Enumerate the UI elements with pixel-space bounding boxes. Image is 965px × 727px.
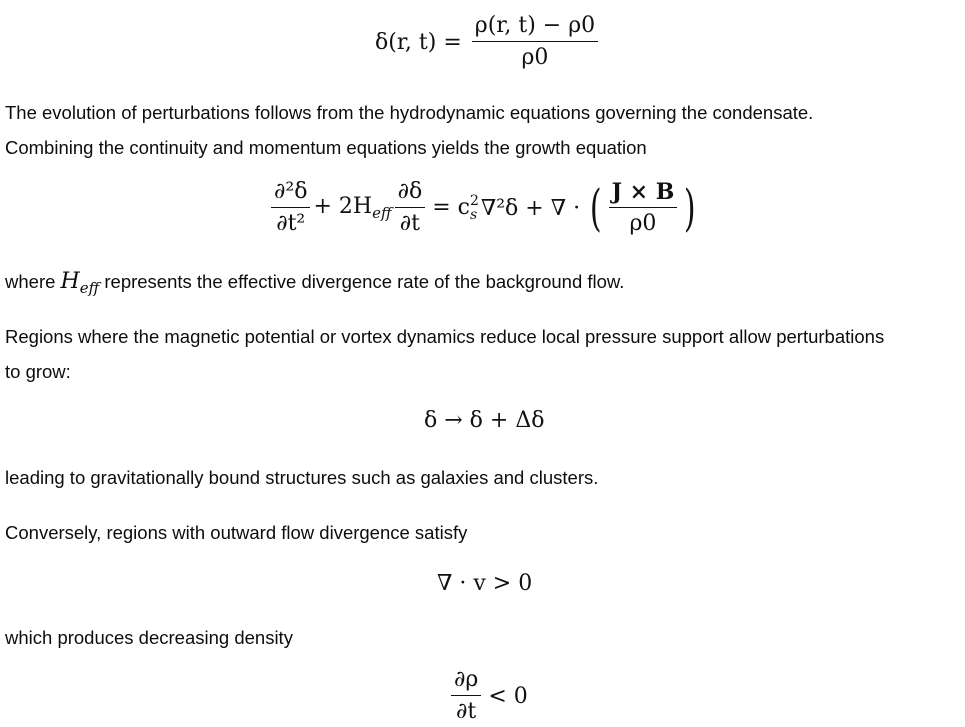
paragraph-bound-structures: leading to gravitationally bound structures such as galaxies and clusters. bbox=[5, 467, 599, 488]
heff-symbol: H bbox=[60, 269, 80, 294]
less-than-zero: < 0 bbox=[488, 683, 528, 709]
growth-perturbation-equation: δ → δ + Δδ bbox=[424, 408, 545, 433]
growth-equation bbox=[268, 180, 700, 236]
paragraph-regions-line2: to grow: bbox=[5, 361, 71, 382]
paragraph-evolution: The evolution of perturbations follows from the hydrodynamic equations governing the condensate. bbox=[5, 102, 814, 123]
density-derivative-denominator: ∂t bbox=[456, 699, 477, 725]
sound-speed-term bbox=[432, 194, 479, 222]
paragraph-conversely: Conversely, regions with outward flow divergence satisfy bbox=[5, 522, 468, 543]
left-paren: ( bbox=[589, 179, 602, 238]
paragraph-where-heff bbox=[5, 264, 624, 306]
hubble-term bbox=[313, 194, 391, 222]
density-derivative-fraction bbox=[451, 668, 481, 724]
paragraph-regions-line1: Regions where the magnetic potential or vortex dynamics reduce local pressure support allow perturbations bbox=[5, 326, 885, 347]
right-paren: ) bbox=[684, 179, 696, 238]
paragraph-decreasing-density: which produces decreasing density bbox=[5, 627, 293, 648]
second-derivative-fraction bbox=[271, 180, 310, 236]
heff-subscript: eff bbox=[79, 279, 100, 297]
first-derivative-denominator: ∂t bbox=[399, 211, 420, 237]
heff-description: represents the effective divergence rate of the background flow. bbox=[99, 271, 625, 292]
hubble-term-text: + 2H bbox=[313, 194, 373, 220]
hubble-term-subscript: eff bbox=[372, 204, 392, 223]
density-decrease-equation bbox=[448, 668, 528, 724]
density-derivative-numerator: ∂ρ bbox=[451, 668, 481, 696]
laplacian-term: ∇²δ + ∇ · bbox=[480, 195, 581, 221]
lorentz-force-denominator: ρ0 bbox=[629, 211, 657, 237]
sound-speed-subscript: s bbox=[469, 207, 478, 224]
where-text: where bbox=[5, 271, 61, 292]
density-contrast-lhs: δ(r, t) = bbox=[375, 29, 462, 55]
lorentz-force-fraction bbox=[609, 180, 678, 236]
sound-speed-text: = c bbox=[432, 195, 470, 221]
divergence-equation bbox=[437, 571, 532, 596]
paragraph-combining: Combining the continuity and momentum equations yields the growth equation bbox=[5, 137, 647, 158]
second-derivative-denominator: ∂t² bbox=[276, 211, 306, 237]
lorentz-force-numerator: J × B bbox=[609, 180, 678, 208]
first-derivative-numerator: ∂δ bbox=[395, 180, 426, 208]
density-contrast-numerator: ρ(r, t) − ρ0 bbox=[472, 14, 598, 42]
density-contrast-equation bbox=[375, 14, 601, 70]
first-derivative-fraction bbox=[395, 180, 426, 236]
divergence-expression: ∇ · v > 0 bbox=[437, 571, 533, 596]
density-contrast-fraction bbox=[472, 14, 598, 70]
second-derivative-numerator: ∂²δ bbox=[271, 180, 310, 208]
sound-speed-superscript: 2 bbox=[469, 193, 479, 210]
density-contrast-denominator: ρ0 bbox=[521, 45, 549, 71]
